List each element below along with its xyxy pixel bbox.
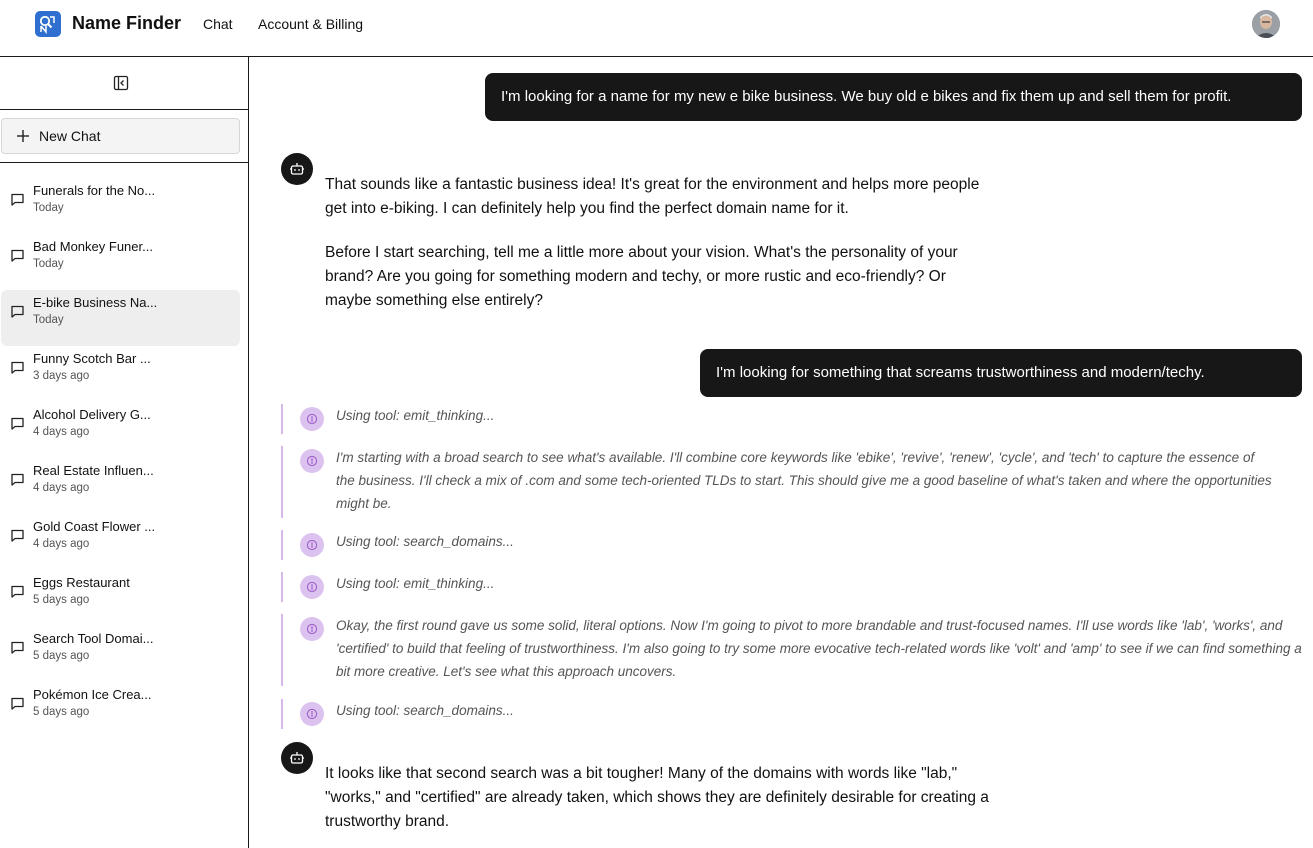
- chat-title: Bad Monkey Funer...: [33, 239, 153, 254]
- chat-date: 3 days ago: [33, 370, 90, 382]
- chat-date: Today: [33, 202, 64, 214]
- assistant-message: [325, 173, 985, 313]
- sidebar-toolbar: [0, 57, 248, 110]
- chat-history-item[interactable]: [1, 682, 240, 738]
- new-chat-button[interactable]: [1, 118, 240, 154]
- app-title[interactable]: Name Finder: [72, 13, 182, 33]
- chat-bubble-icon: [10, 304, 25, 319]
- chat-history-item-active[interactable]: [1, 290, 240, 346]
- tool-icon: [300, 449, 324, 473]
- chat-history-item[interactable]: [1, 402, 240, 458]
- assistant-paragraph: Before I start searching, tell me a little more about your vision. What's the personality of your brand? Are you going for something modern and techy, or more rustic and eco-friendly? Or maybe something else entirely?: [325, 244, 958, 309]
- chat-history-item[interactable]: [1, 346, 240, 402]
- chat-bubble-icon: [10, 528, 25, 543]
- top-header: [0, 0, 1313, 57]
- thinking-text: I'm starting with a broad search to see what's available. I'll combine core keywords like 'ebike', 'revive', 'renew', 'cycle', and 'tech' to capture the essence of the business. I'll check a mix of .com and some tech-oriented TLDs to start. This should give me a good baseline of what's taken and where the opportunities might be.: [336, 450, 1272, 511]
- plus-icon: [16, 129, 30, 143]
- tool-call-text: Using tool: emit_thinking...: [336, 408, 495, 423]
- chat-title: Real Estate Influen...: [33, 463, 154, 478]
- chat-date: 4 days ago: [33, 538, 90, 550]
- tool-call-text: Using tool: search_domains...: [336, 703, 514, 718]
- chat-bubble-icon: [10, 248, 25, 263]
- chat-history-item[interactable]: [1, 626, 240, 682]
- chat-date: Today: [33, 258, 64, 270]
- assistant-message: It looks like that second search was a bit tougher! Many of the domains with words like "lab," "works," and "certified" are already taken, which shows they are definitely desirable for creating a trustworthy brand.: [325, 765, 989, 830]
- chat-bubble-icon: [10, 640, 25, 655]
- chat-history-list: [0, 178, 248, 738]
- chat-bubble-icon: [10, 584, 25, 599]
- chat-history-item[interactable]: [1, 514, 240, 570]
- tool-call-block: [281, 572, 1281, 602]
- sidebar: [0, 57, 249, 848]
- user-message: I'm looking for something that screams trustworthiness and modern/techy.: [700, 349, 1302, 397]
- chat-title: Gold Coast Flower ...: [33, 519, 156, 534]
- chat-bubble-icon: [10, 472, 25, 487]
- tool-call-block: [281, 699, 1281, 729]
- tool-call-text: Using tool: search_domains...: [336, 534, 514, 549]
- new-chat-label: New Chat: [39, 128, 101, 144]
- thinking-text: Okay, the first round gave us some solid, literal options. Now I'm going to pivot to more brandable and trust-focused names. I'll use words like 'lab', 'works', and 'certified' to build that feeling of trustworthiness. I'm also going to try some more evocative tech-related words like 'volt' and 'amp' to see if we can find something a bit more creative. Let's see what this approach uncovers.: [336, 618, 1302, 679]
- chat-history-item[interactable]: [1, 234, 240, 290]
- chat-date: 5 days ago: [33, 594, 90, 606]
- bot-avatar-icon: [281, 742, 313, 774]
- bot-avatar-icon: [281, 153, 313, 185]
- chat-title: E-bike Business Na...: [33, 295, 158, 310]
- nav-chat-link[interactable]: Chat: [203, 16, 233, 32]
- chat-date: 5 days ago: [33, 650, 90, 662]
- tool-call-block: [281, 530, 1281, 560]
- chat-bubble-icon: [10, 360, 25, 375]
- chat-title: Funny Scotch Bar ...: [33, 351, 151, 366]
- tool-icon: [300, 575, 324, 599]
- assistant-paragraph: That sounds like a fantastic business idea! It's great for the environment and helps more people get into e-biking. I can definitely help you find the perfect domain name for it.: [325, 176, 980, 217]
- thinking-block: [281, 614, 1311, 686]
- chat-history-item[interactable]: [1, 178, 240, 234]
- chat-date: 5 days ago: [33, 706, 90, 718]
- chat-date: 4 days ago: [33, 482, 90, 494]
- chat-title: Eggs Restaurant: [33, 575, 130, 590]
- tool-call-block: [281, 404, 1281, 434]
- app-logo-icon[interactable]: [35, 11, 61, 37]
- chat-bubble-icon: [10, 696, 25, 711]
- thinking-block: [281, 446, 1311, 518]
- chat-bubble-icon: [10, 192, 25, 207]
- chat-title: Alcohol Delivery G...: [33, 407, 151, 422]
- user-message: I'm looking for a name for my new e bike business. We buy old e bikes and fix them up and sell them for profit.: [485, 73, 1302, 121]
- chat-bubble-icon: [10, 416, 25, 431]
- collapse-sidebar-icon[interactable]: [113, 75, 129, 91]
- tool-icon: [300, 702, 324, 726]
- tool-call-text: Using tool: emit_thinking...: [336, 576, 495, 591]
- chat-transcript: [249, 57, 1313, 848]
- chat-history-item[interactable]: [1, 458, 240, 514]
- tool-icon: [300, 533, 324, 557]
- sidebar-divider: [0, 162, 248, 163]
- chat-title: Funerals for the No...: [33, 183, 156, 198]
- tool-icon: [300, 617, 324, 641]
- chat-history-item[interactable]: [1, 570, 240, 626]
- chat-title: Pokémon Ice Crea...: [33, 687, 152, 702]
- tool-icon: [300, 407, 324, 431]
- chat-title: Search Tool Domai...: [33, 631, 154, 646]
- user-avatar[interactable]: [1252, 10, 1280, 38]
- chat-date: 4 days ago: [33, 426, 90, 438]
- chat-date: Today: [33, 314, 64, 326]
- nav-account-billing-link[interactable]: Account & Billing: [258, 16, 364, 32]
